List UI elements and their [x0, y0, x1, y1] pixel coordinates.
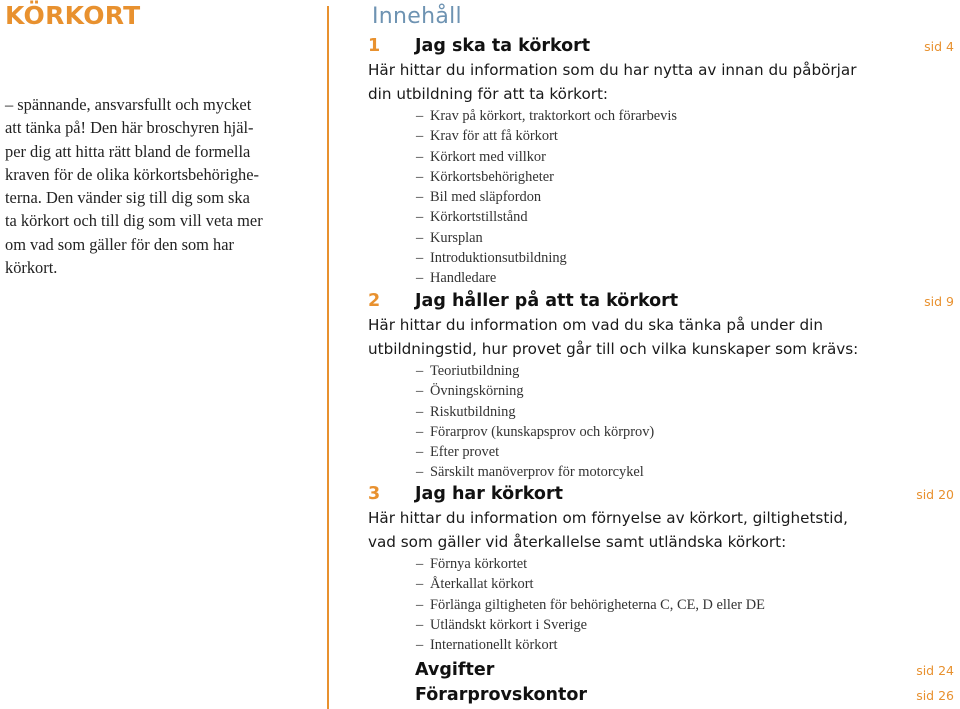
section-description: [368, 313, 954, 361]
topic-item: [368, 248, 954, 268]
intro-line: – spännande, ansvarsfullt och mycket: [5, 95, 252, 114]
dash-marker: –: [416, 128, 424, 145]
intro-line: om vad som gäller för den som har: [5, 234, 234, 254]
column-divider: [327, 6, 329, 709]
section-page-ref: sid 26: [916, 688, 954, 703]
topic-text: Efter provet: [430, 444, 500, 461]
dash-marker: –: [416, 189, 424, 206]
topic-text: Krav för att få körkort: [430, 128, 558, 145]
topic-item: [368, 381, 954, 401]
topic-text: Riskutbildning: [430, 403, 516, 420]
topic-item: [368, 167, 954, 187]
dash-marker: –: [416, 363, 424, 379]
topic-text: Internationellt körkort: [430, 637, 558, 654]
description-line: utbildningstid, hur provet går till och vilka kunskaper som krävs:: [368, 340, 859, 358]
toc-section-3: [368, 482, 954, 655]
topic-item: [368, 635, 954, 655]
topic-text: Återkallat körkort: [430, 576, 534, 593]
section-title: Avgifter: [415, 660, 495, 680]
section-title: Jag håller på att ta körkort: [415, 291, 679, 311]
dash-marker: –: [416, 168, 424, 185]
dash-marker: –: [416, 637, 424, 654]
section-heading[interactable]: [368, 683, 954, 707]
topic-text: Förarprov (kunskapsprov och körprov): [430, 423, 655, 440]
section-page-ref: sid 24: [916, 663, 954, 678]
section-description: [368, 506, 954, 554]
dash-marker: –: [416, 596, 424, 613]
topic-item: [368, 268, 954, 288]
dash-marker: –: [416, 148, 424, 165]
topic-item: [368, 422, 954, 442]
topic-item: [368, 207, 954, 227]
description-line: vad som gäller vid återkallelse samt utländska körkort:: [368, 533, 787, 551]
dash-marker: –: [416, 616, 424, 633]
topic-item: [368, 462, 954, 482]
toc-section-fees: [368, 658, 954, 682]
toc-title: Innehåll: [372, 4, 462, 29]
dash-marker: –: [416, 444, 424, 461]
topic-item: [368, 574, 954, 594]
intro-paragraph: [5, 93, 305, 279]
intro-column: [5, 0, 305, 279]
dash-marker: –: [416, 250, 424, 267]
section-number: 1: [368, 36, 381, 56]
toc-section-test-offices: [368, 683, 954, 707]
topic-item: [368, 228, 954, 248]
topic-item: [368, 595, 954, 615]
topic-text: Körkort med villkor: [430, 148, 546, 165]
section-heading[interactable]: [368, 482, 954, 506]
description-line: Här hittar du information om förnyelse av körkort, giltighetstid,: [368, 509, 848, 527]
topic-text: Körkortstillstånd: [430, 209, 528, 226]
section-number: 2: [368, 291, 381, 311]
topic-item: [368, 361, 954, 381]
section-heading[interactable]: [368, 658, 954, 682]
intro-line: att tänka på! Den här broschyren hjäl-: [5, 118, 254, 138]
topic-text: Förnya körkortet: [430, 556, 528, 572]
section-topic-list: [368, 554, 954, 655]
intro-line: terna. Den vänder sig till dig som ska: [5, 188, 250, 208]
section-heading[interactable]: [368, 34, 954, 58]
section-title: Jag ska ta körkort: [415, 36, 591, 56]
section-description: [368, 58, 954, 106]
section-page-ref: sid 20: [916, 487, 954, 502]
topic-item: [368, 442, 954, 462]
dash-marker: –: [416, 229, 424, 246]
section-title: Jag har körkort: [415, 484, 563, 504]
topic-text: Förlänga giltigheten för behörigheterna C, CE, D eller DE: [430, 596, 765, 613]
section-title: Förarprovskontor: [415, 685, 588, 705]
topic-text: Handledare: [430, 270, 497, 287]
topic-text: Teoriutbildning: [430, 363, 520, 379]
topic-item: [368, 187, 954, 207]
topic-text: Utländskt körkort i Sverige: [430, 616, 588, 633]
topic-text: Bil med släpfordon: [430, 189, 542, 206]
topic-item: [368, 126, 954, 146]
dash-marker: –: [416, 383, 424, 400]
dash-marker: –: [416, 209, 424, 226]
intro-line: kraven för de olika körkortsbehörighe-: [5, 164, 259, 184]
topic-item: [368, 402, 954, 422]
section-number: 3: [368, 484, 381, 504]
topic-item: [368, 615, 954, 635]
section-topic-list: [368, 361, 954, 483]
brand-title: KÖRKORT: [5, 1, 141, 30]
dash-marker: –: [416, 108, 424, 124]
description-line: din utbildning för att ta körkort:: [368, 85, 609, 103]
topic-text: Särskilt manöverprov för motorcykel: [430, 464, 644, 481]
intro-line: per dig att hitta rätt bland de formella: [5, 141, 251, 161]
intro-line: ta körkort och till dig som vill veta mer: [5, 211, 263, 231]
topic-text: Kursplan: [430, 229, 483, 246]
description-line: Här hittar du information som du har nytta av innan du påbörjar: [368, 61, 857, 79]
dash-marker: –: [416, 556, 424, 572]
dash-marker: –: [416, 423, 424, 440]
intro-line: körkort.: [5, 258, 58, 278]
dash-marker: –: [416, 576, 424, 593]
toc-section-1: [368, 34, 954, 289]
section-page-ref: sid 9: [924, 294, 954, 309]
topic-text: Övningskörning: [430, 383, 524, 400]
topic-item: [368, 106, 954, 126]
section-heading[interactable]: [368, 289, 954, 313]
topic-text: Körkortsbehörigheter: [430, 168, 554, 185]
topic-item: [368, 147, 954, 167]
topic-text: Krav på körkort, traktorkort och förarbevis: [430, 108, 677, 124]
dash-marker: –: [416, 464, 424, 481]
section-topic-list: [368, 106, 954, 289]
topic-item: [368, 554, 954, 574]
dash-marker: –: [416, 270, 424, 287]
topic-text: Introduktionsutbildning: [430, 250, 567, 267]
description-line: Här hittar du information om vad du ska tänka på under din: [368, 316, 823, 334]
dash-marker: –: [416, 403, 424, 420]
toc-section-2: [368, 289, 954, 483]
section-page-ref: sid 4: [924, 39, 954, 54]
